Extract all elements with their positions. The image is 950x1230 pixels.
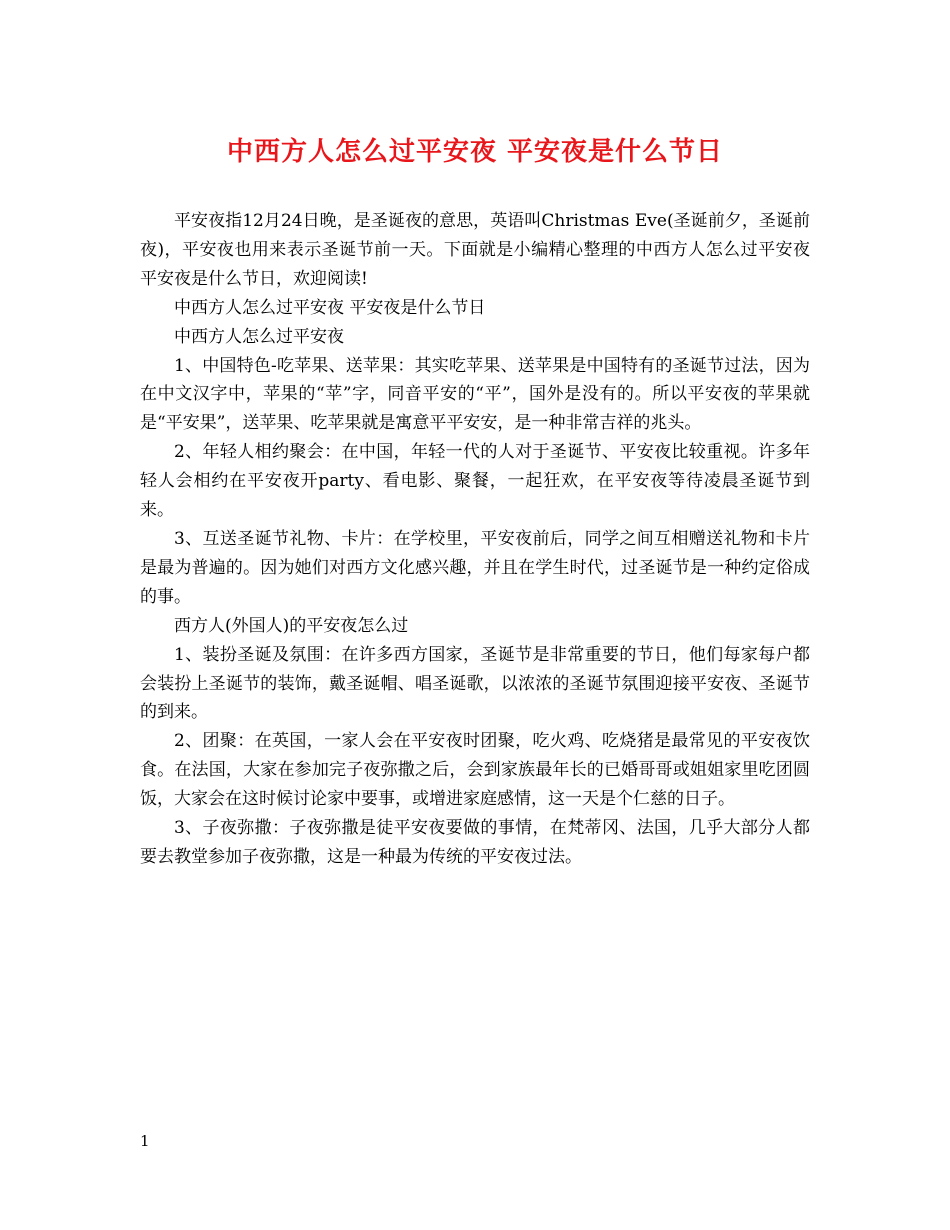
paragraph-west-2: 2、团聚：在英国，一家人会在平安夜时团聚，吃火鸡、吃烧猪是最常见的平安夜饮食。在法国，大家在参加完子夜弥撒之后，会到家族最年长的已婚哥哥或姐姐家里吃团圆饭，大家会在这时候讨论家中要事，或增进家庭感情，这一天是个仁慈的日子。 (140, 731, 810, 810)
page-number: 1 (140, 1132, 150, 1150)
paragraph-subtitle: 中西方人怎么过平安夜 平安夜是什么节日 (174, 297, 486, 318)
paragraph-china-1: 1、中国特色-吃苹果、送苹果：其实吃苹果、送苹果是中国特有的圣诞节过法，因为在中文汉字中，苹果的“苹”字，同音平安的“平”，国外是没有的。所以平安夜的苹果就是“平安果”，送苹果、吃苹果就是寓意平平安安，是一种非常吉祥的兆头。 (140, 355, 810, 434)
paragraph-west-3: 3、子夜弥撒：子夜弥撒是徒平安夜要做的事情，在梵蒂冈、法国，几乎大部分人都要去教堂参加子夜弥撒，这是一种最为传统的平安夜过法。 (140, 818, 810, 867)
paragraph-intro: 平安夜指12月24日晚，是圣诞夜的意思，英语叫Christmas Eve(圣诞前夕，圣诞前夜)，平安夜也用来表示圣诞节前一天。下面就是小编精心整理的中西方人怎么过平安夜 平安夜是什么节日，欢迎阅读! (140, 211, 810, 289)
paragraph-heading-west: 西方人(外国人)的平安夜怎么过 (174, 615, 409, 636)
document-body (140, 207, 810, 872)
paragraph-west-1: 1、装扮圣诞及氛围：在许多西方国家，圣诞节是非常重要的节日，他们每家每户都会装扮上圣诞节的装饰，戴圣诞帽、唱圣诞歌，以浓浓的圣诞节氛围迎接平安夜、圣诞节的到来。 (140, 644, 810, 723)
document-title: 中西方人怎么过平安夜 平安夜是什么节日 (226, 137, 724, 167)
paragraph-heading-china: 中西方人怎么过平安夜 (174, 326, 344, 347)
paragraph-china-3: 3、互送圣诞节礼物、卡片：在学校里，平安夜前后，同学之间互相赠送礼物和卡片是最为普遍的。因为她们对西方文化感兴趣，并且在学生时代，过圣诞节是一种约定俗成的事。 (140, 528, 810, 607)
paragraph-china-2: 2、年轻人相约聚会：在中国，年轻一代的人对于圣诞节、平安夜比较重视。许多年轻人会相约在平安夜开party、看电影、聚餐，一起狂欢，在平安夜等待凌晨圣诞节到来。 (140, 442, 810, 521)
